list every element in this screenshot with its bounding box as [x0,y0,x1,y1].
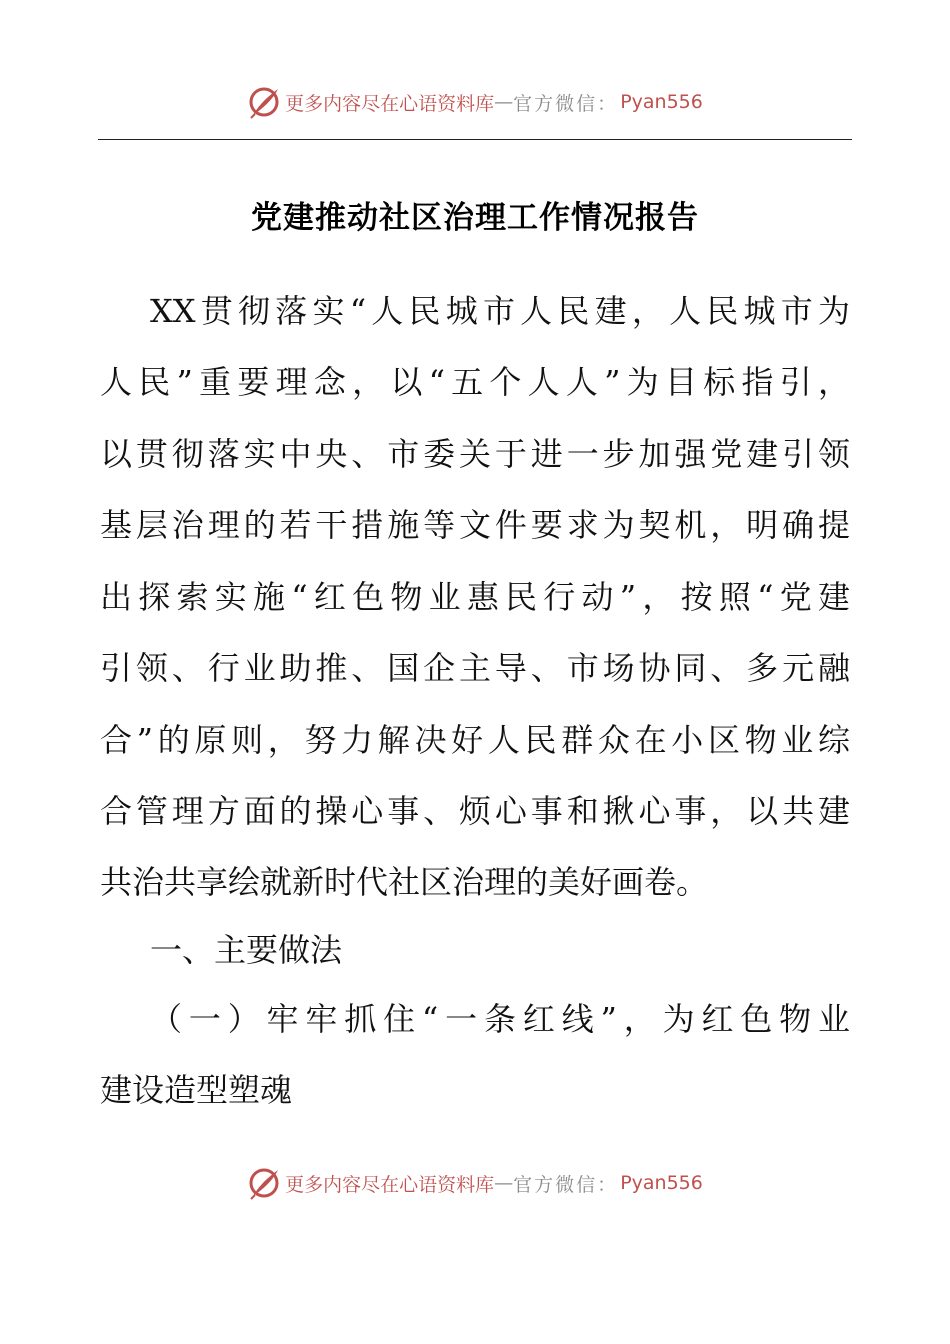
header-watermark [0,82,950,122]
watermark-main-text: 更多内容尽在心语资料库 [285,1173,495,1196]
watermark-dash: — [494,91,514,113]
watermark-official-text: 官方微信： [513,92,619,115]
paragraph-line-8: 合管理方面的操心事、烦心事和揪心事，以共建 [100,792,850,830]
watermark-code: Pyan556 [620,91,703,113]
quill-logo-icon [247,1166,281,1200]
subsection-heading-line-1: （一）牢牢抓住“一条红线”，为红色物业 [150,1000,850,1038]
header-rule [98,139,852,140]
paragraph-line-1: XX贯彻落实“人民城市人民建，人民城市为 [150,292,850,330]
paragraph-line-5: 出探索实施“红色物业惠民行动”，按照“党建 [100,578,850,616]
section-heading-1: 一、主要做法 [150,931,343,969]
quill-logo-icon [247,85,281,119]
footer-watermark [0,1163,950,1203]
paragraph-line-9: 共治共享绘就新时代社区治理的美好画卷。 [100,863,709,901]
document-title: 党建推动社区治理工作情况报告 [251,200,699,236]
watermark-main-text: 更多内容尽在心语资料库 [285,92,495,115]
paragraph-line-6: 引领、行业助推、国企主导、市场协同、多元融 [100,649,850,687]
paragraph-line-4: 基层治理的若干措施等文件要求为契机，明确提 [100,506,850,544]
watermark-official-text: 官方微信： [513,1173,619,1196]
watermark-dash: — [494,1172,514,1194]
paragraph-line-3: 以贯彻落实中央、市委关于进一步加强党建引领 [100,435,850,473]
subsection-heading-line-2: 建设造型塑魂 [100,1071,293,1109]
paragraph-line-7: 合”的原则，努力解决好人民群众在小区物业综 [100,721,850,759]
watermark-code: Pyan556 [620,1172,703,1194]
paragraph-line-2: 人民”重要理念，以“五个人人”为目标指引， [100,363,850,401]
